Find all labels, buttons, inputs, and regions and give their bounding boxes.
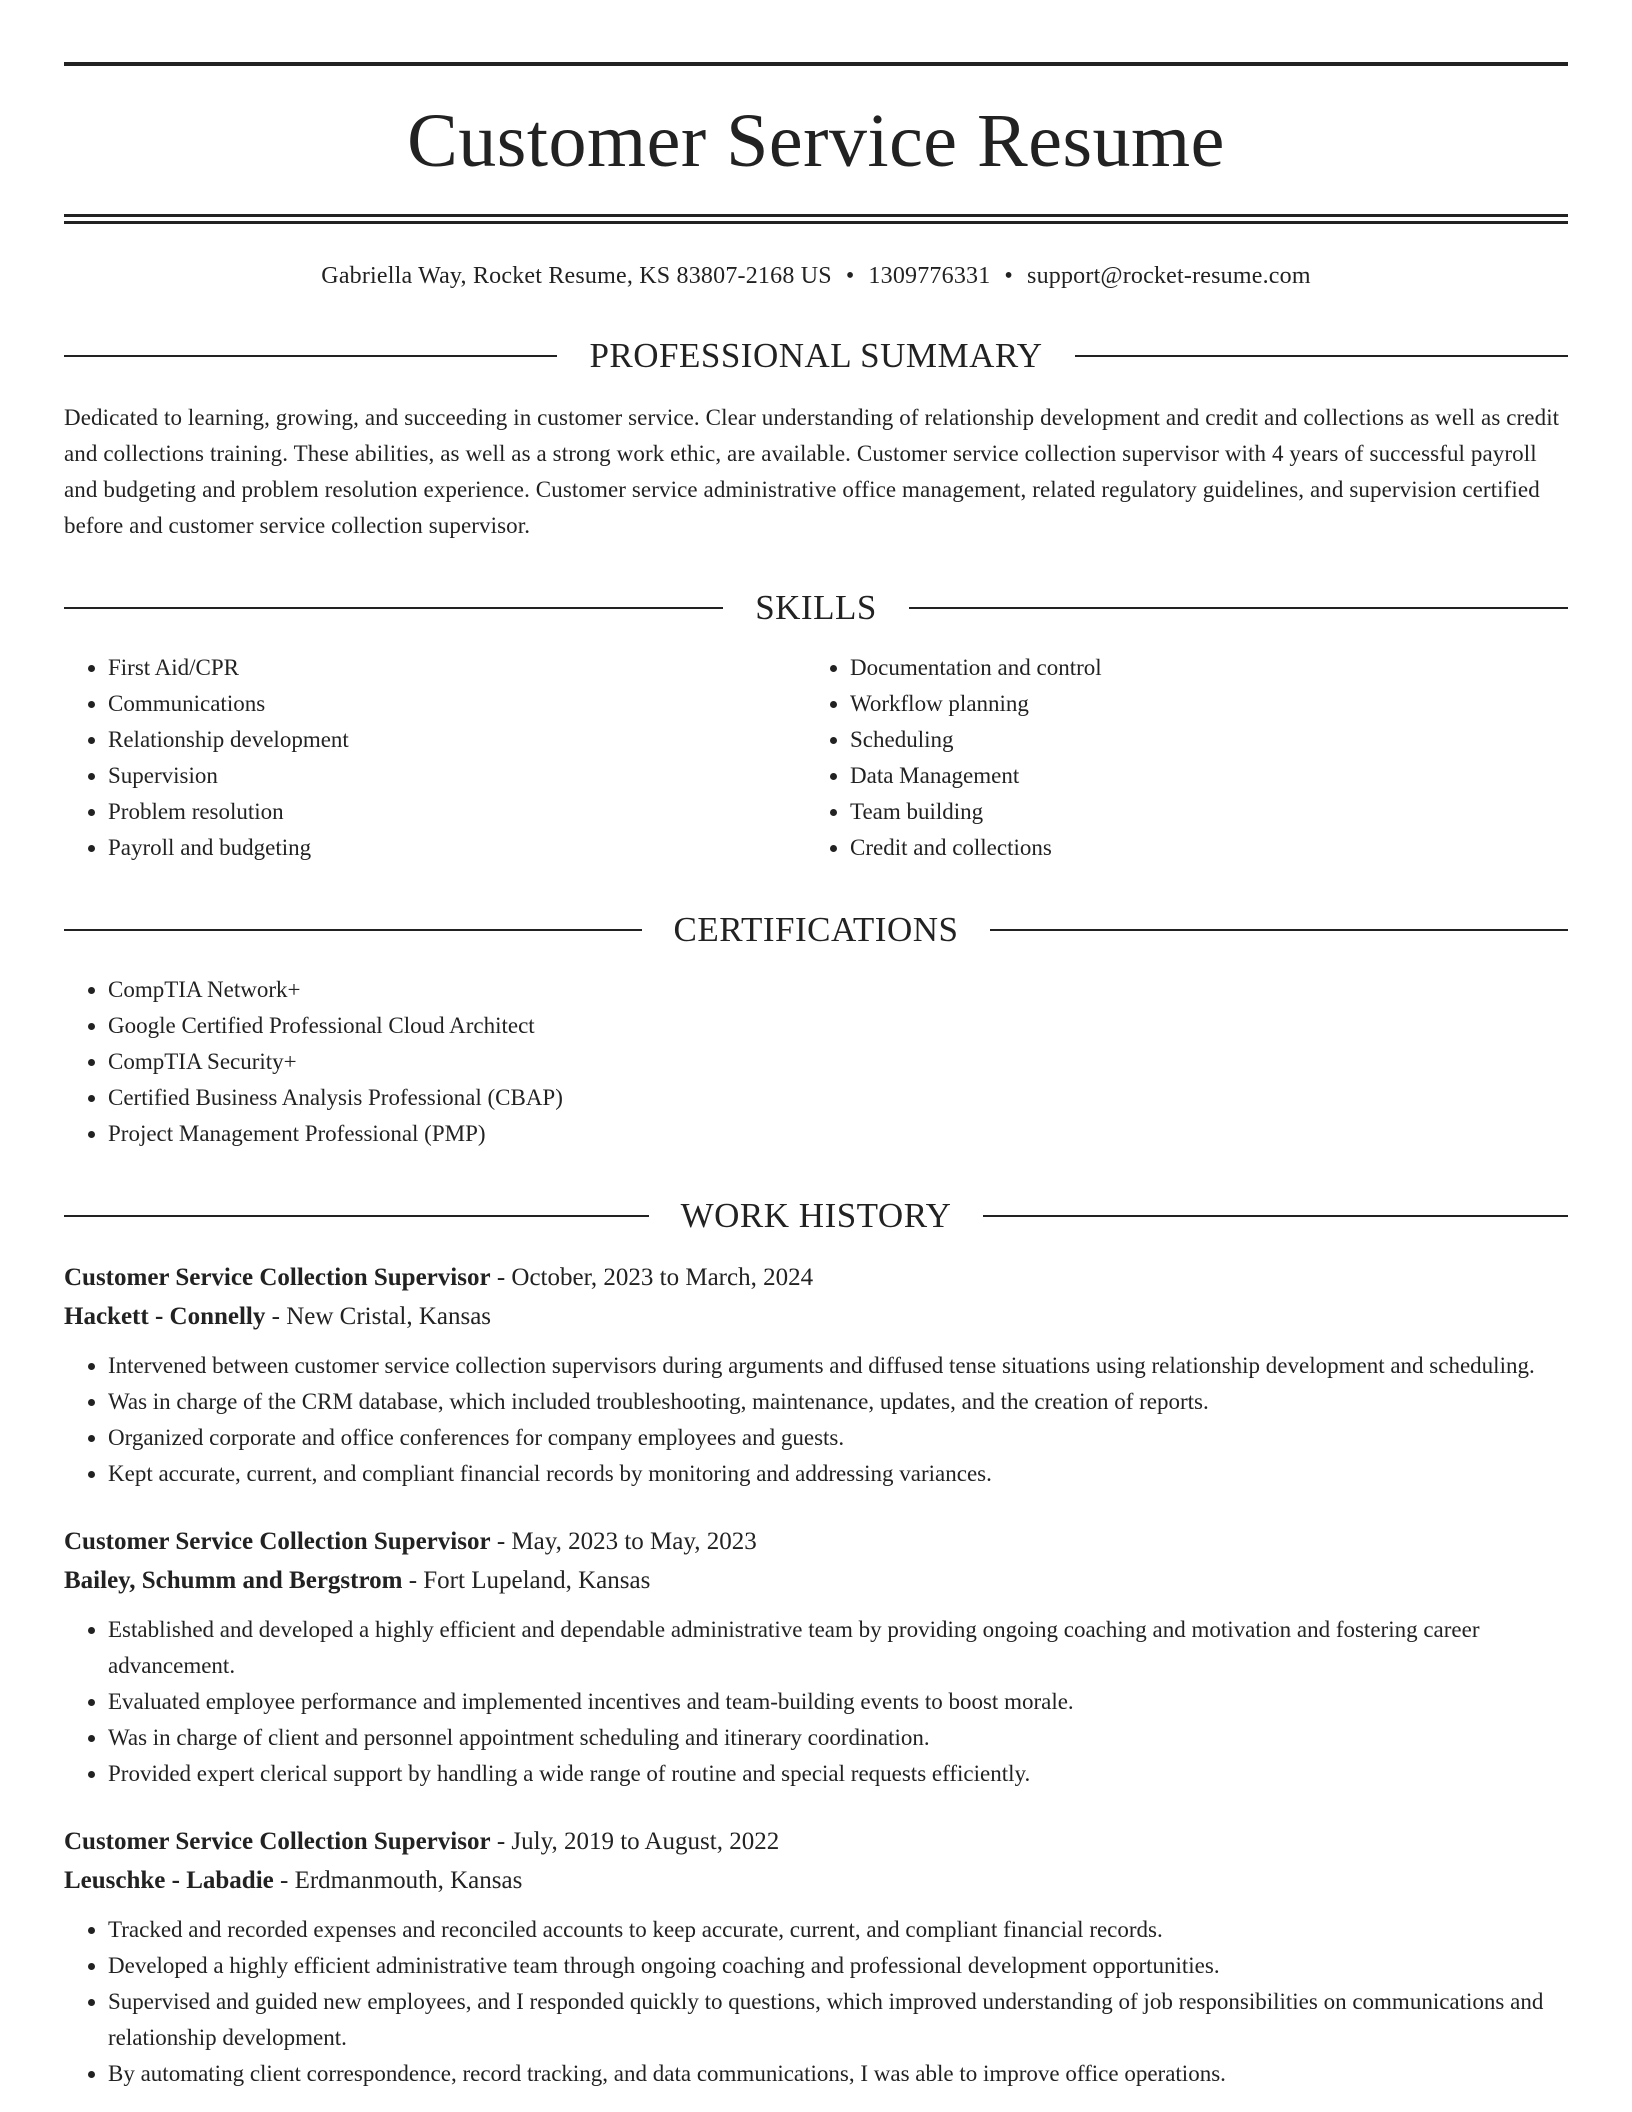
skills-list — [64, 650, 1568, 866]
skill-item: • Team building — [850, 794, 1548, 830]
job-bullets — [64, 1348, 1568, 1492]
heading-rule-left — [64, 1215, 649, 1217]
job-title-line — [64, 1258, 1568, 1297]
job-bullet: • Was in charge of client and personnel appointment scheduling and itinerary coordination. — [108, 1720, 1568, 1756]
job-bullet: • Supervised and guided new employees, and I responded quickly to questions, which improved understanding of job responsibilities on communications and relationship development. — [108, 1984, 1568, 2056]
contact-separator: • — [845, 263, 855, 289]
skill-item: • Documentation and control — [850, 650, 1548, 686]
job-bullets — [64, 1912, 1568, 2092]
job-bullet: • By automating client correspondence, record tracking, and data communications, I was able to improve office operations. — [108, 2056, 1568, 2092]
job-location: - Fort Lupeland, Kansas — [402, 1567, 651, 1594]
job-title: Customer Service Collection Supervisor — [64, 1828, 491, 1855]
skill-item: • Supervision — [108, 758, 806, 794]
job-bullet: • Provided expert clerical support by handling a wide range of routine and special requests efficiently. — [108, 1756, 1568, 1792]
heading-rule-left — [64, 355, 557, 357]
skill-item: • Data Management — [850, 758, 1548, 794]
job-entry — [64, 1522, 1568, 1792]
job-bullets — [64, 1612, 1568, 1792]
heading-rule-right — [1075, 355, 1568, 357]
job-bullet: • Kept accurate, current, and compliant financial records by monitoring and addressing variances. — [108, 1456, 1568, 1492]
heading-rule-right — [909, 607, 1568, 609]
skill-item: • Scheduling — [850, 722, 1548, 758]
skill-item: • Credit and collections — [850, 830, 1548, 866]
job-company: Bailey, Schumm and Bergstrom — [64, 1567, 403, 1594]
certification-item: • Certified Business Analysis Professional (CBAP) — [108, 1080, 1568, 1116]
skill-item: • Communications — [108, 686, 806, 722]
job-dates: - October, 2023 to March, 2024 — [490, 1264, 814, 1291]
skills-column-left — [64, 650, 806, 866]
job-title: Customer Service Collection Supervisor — [64, 1264, 491, 1291]
resume-title: Customer Service Resume — [407, 99, 1225, 183]
job-title: Customer Service Collection Supervisor — [64, 1528, 491, 1555]
contact-line — [64, 260, 1568, 292]
heading-rule-left — [64, 929, 642, 931]
job-bullet: • Established and developed a highly efficient and dependable administrative team by providing ongoing coaching and motivation and fostering career advancement. — [108, 1612, 1568, 1684]
skill-item: • Workflow planning — [850, 686, 1548, 722]
contact-address: Gabriella Way, Rocket Resume, KS 83807-2168 US — [321, 263, 832, 289]
job-company: Leuschke - Labadie — [64, 1867, 274, 1894]
work-history-section-heading — [64, 1196, 1568, 1236]
certification-item: • Project Management Professional (PMP) — [108, 1116, 1568, 1152]
summary-heading-label: PROFESSIONAL SUMMARY — [589, 336, 1043, 375]
certifications-heading-label: CERTIFICATIONS — [673, 910, 959, 949]
summary-section-heading — [64, 336, 1568, 376]
certification-item: • Google Certified Professional Cloud Architect — [108, 1008, 1568, 1044]
certification-item: • CompTIA Security+ — [108, 1044, 1568, 1080]
job-dates: - July, 2019 to August, 2022 — [490, 1828, 780, 1855]
heading-rule-right — [990, 929, 1568, 931]
top-rule — [64, 62, 1568, 66]
skill-item: • Payroll and budgeting — [108, 830, 806, 866]
skill-item: • Problem resolution — [108, 794, 806, 830]
heading-rule-left — [64, 607, 723, 609]
skills-section-heading — [64, 588, 1568, 628]
contact-email: support@rocket-resume.com — [1027, 263, 1311, 289]
job-title-line — [64, 1822, 1568, 1861]
skills-heading-label: SKILLS — [755, 588, 877, 627]
skill-item: • Relationship development — [108, 722, 806, 758]
job-entry — [64, 1258, 1568, 1492]
job-bullet: • Organized corporate and office conferences for company employees and guests. — [108, 1420, 1568, 1456]
job-bullet: • Evaluated employee performance and implemented incentives and team-building events to boost morale. — [108, 1684, 1568, 1720]
certifications-list — [64, 972, 1568, 1152]
job-bullet: • Was in charge of the CRM database, which included troubleshooting, maintenance, updates, and the creation of reports. — [108, 1384, 1568, 1420]
job-location: - New Cristal, Kansas — [265, 1303, 492, 1330]
contact-phone: 1309776331 — [868, 263, 991, 289]
certification-item: • CompTIA Network+ — [108, 972, 1568, 1008]
work-history-heading-label: WORK HISTORY — [680, 1196, 952, 1235]
job-company: Hackett - Connelly — [64, 1303, 266, 1330]
skills-column-right — [806, 650, 1548, 866]
skill-item: • First Aid/CPR — [108, 650, 806, 686]
job-title-line — [64, 1522, 1568, 1561]
job-bullet: • Developed a highly efficient administrative team through ongoing coaching and professional development opportunities. — [108, 1948, 1568, 1984]
contact-separator: • — [1004, 263, 1014, 289]
job-location: - Erdmanmouth, Kansas — [273, 1867, 523, 1894]
job-company-line — [64, 1297, 1568, 1336]
job-bullet: • Intervened between customer service collection supervisors during arguments and diffused tense situations using relationship development and scheduling. — [108, 1348, 1568, 1384]
professional-summary-text: Dedicated to learning, growing, and succeeding in customer service. Clear understanding of relationship development and credit and collections as well as credit and collections training. These abilities, as well as a strong work ethic, are available. Customer service collection supervisor with 4 years of successful payroll and budgeting and problem resolution experience. Customer service administrative office management, related regulatory guidelines, and supervision certified before and customer service collection supervisor. — [64, 405, 1560, 538]
job-bullet: • Tracked and recorded expenses and reconciled accounts to keep accurate, current, and compliant financial records. — [108, 1912, 1568, 1948]
job-dates: - May, 2023 to May, 2023 — [490, 1528, 757, 1555]
title-double-rule — [64, 214, 1568, 224]
heading-rule-right — [983, 1215, 1568, 1217]
certifications-section-heading — [64, 910, 1568, 950]
job-company-line — [64, 1561, 1568, 1600]
job-company-line — [64, 1861, 1568, 1900]
job-entry — [64, 1822, 1568, 2092]
resume-page — [64, 62, 1568, 2092]
